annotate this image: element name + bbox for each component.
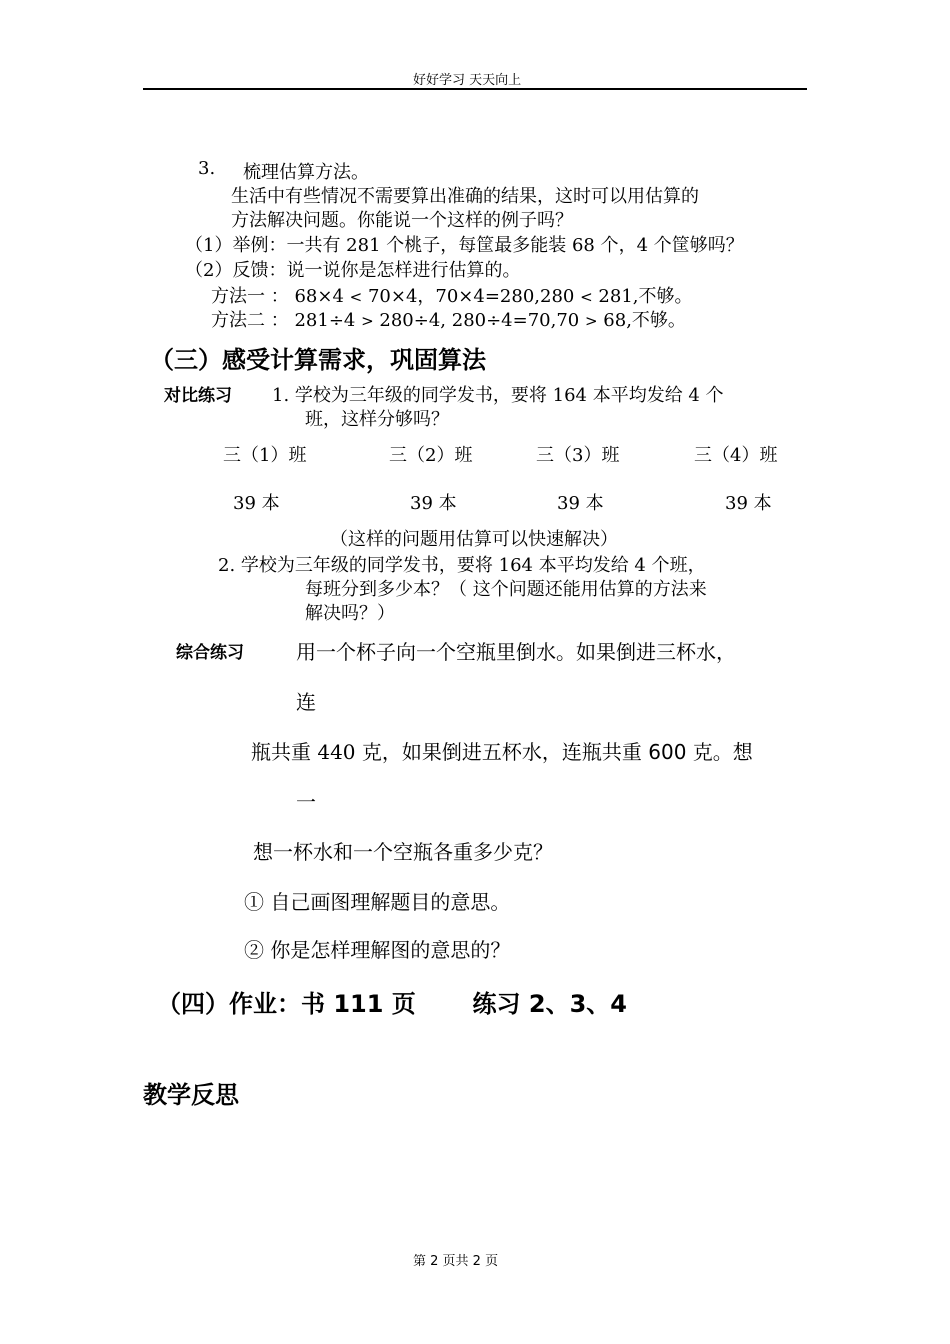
note: （这样的问题用估算可以快速解决）	[330, 529, 618, 550]
expression: 70×4，70×4=280,280	[367, 286, 575, 307]
less-than-symbol: <	[580, 288, 593, 306]
question-line: 2. 学校为三年级的同学发书，要将 164 本平均发给 4 个班，	[218, 555, 706, 576]
method-label: 方法二 ：	[211, 310, 289, 331]
paragraph-line: 方法解决问题。你能说一个这样的例子吗？	[231, 210, 573, 231]
header-rule	[143, 88, 807, 90]
question-line: 解决吗？）	[305, 603, 395, 624]
item-number: 3.	[198, 158, 216, 179]
part4-heading	[157, 984, 627, 1019]
class-label: 三（2）班	[389, 445, 473, 466]
problem-line: 用一个杯子向一个空瓶里倒水。如果倒进三杯水，	[296, 640, 736, 664]
expression: 68,不够。	[603, 310, 686, 331]
problem-line: 一	[296, 790, 316, 814]
page-footer: 第 2 页共 2 页	[413, 1254, 499, 1269]
problem-line: 想一杯水和一个空瓶各重多少克？	[253, 840, 553, 864]
greater-than-symbol: >	[361, 312, 374, 330]
paragraph-line: 生活中有些情况不需要算出准确的结果，这时可以用估算的	[231, 186, 699, 207]
method-two	[211, 306, 686, 332]
expression: 281÷4	[294, 310, 356, 331]
section-title: 梳理估算方法。	[243, 162, 369, 183]
book-count: 39 本	[410, 493, 457, 514]
problem-text: 克。想	[692, 740, 753, 764]
page-header: 好好学习 天天向上	[413, 73, 522, 88]
reflection-heading: 教学反思	[143, 1081, 239, 1109]
class-label: 三（4）班	[694, 445, 778, 466]
method-label: 方法一 ：	[211, 286, 289, 307]
expression: 68×4	[294, 286, 344, 307]
weight-number: 600	[648, 740, 687, 764]
method-one	[211, 282, 693, 308]
problem-text: 瓶共重 440 克，如果倒进五杯水，连瓶共重	[251, 740, 642, 764]
problem-line: 连	[296, 690, 316, 714]
part3-heading: （三）感受计算需求，巩固算法	[150, 346, 486, 374]
question-line: 班，这样分够吗？	[305, 409, 449, 430]
expression: 281,不够。	[598, 286, 693, 307]
compare-label: 对比练习	[164, 386, 232, 406]
class-label: 三（1）班	[223, 445, 307, 466]
problem-line	[251, 736, 753, 765]
question-line: 1. 学校为三年级的同学发书，要将 164 本平均发给 4 个	[272, 385, 724, 406]
homework-exercises: 练习 2、3、4	[472, 990, 627, 1018]
step-two: ② 你是怎样理解图的意思的？	[244, 938, 511, 962]
book-count: 39 本	[725, 493, 772, 514]
question-line: 每班分到多少本？（ 这个问题还能用估算的方法来	[305, 579, 707, 600]
comprehensive-label: 综合练习	[176, 643, 244, 663]
book-count: 39 本	[557, 493, 604, 514]
example-line: （1）举例：一共有 281 个桃子，每筐最多能装 68 个，4 个筐够吗？	[185, 235, 744, 256]
homework-page: （四）作业：书 111 页	[157, 990, 416, 1018]
book-count: 39 本	[233, 493, 280, 514]
less-than-symbol: <	[349, 288, 363, 306]
feedback-line: （2）反馈：说一说你是怎样进行估算的。	[185, 260, 521, 281]
greater-than-symbol: >	[584, 312, 598, 330]
expression: 280÷4, 280÷4=70,70	[379, 310, 580, 331]
class-label: 三（3）班	[536, 445, 620, 466]
step-one: ① 自己画图理解题目的意思。	[244, 890, 511, 914]
